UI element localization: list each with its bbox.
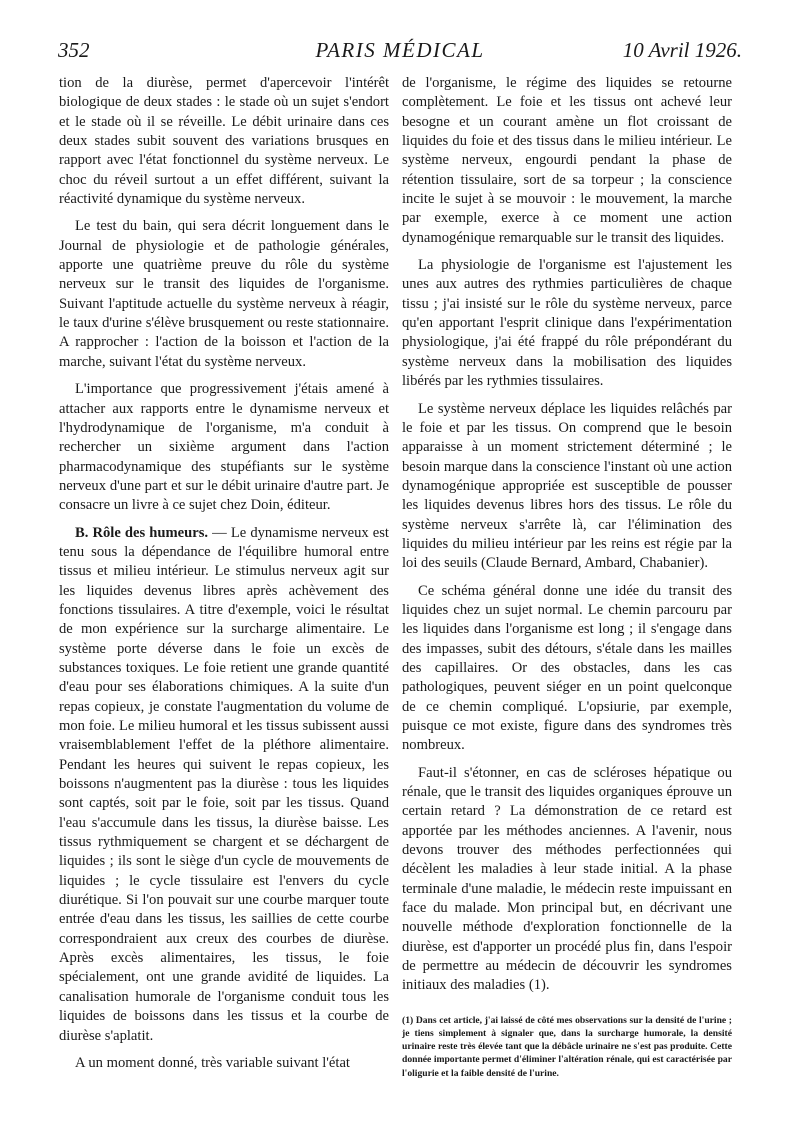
running-header (58, 38, 742, 68)
section-body: — Le dynamisme nerveux est tenu sous la dépendance de l'équilibre humoral entre tissus et milieu intérieur. Le stimulus nerveux agit sur les liquides devenus libres après achèvement des fonctions tissulaires. A titre d'exemple, voici le résultat de mon expérience sur la surcharge alimentaire. Le système porte déverse dans le foie un excès de substances toxiques. Le foie retient une grande quantité d'eau pour ses élaborations chimiques. A la suite d'un repas copieux, je constate l'augmentation du volume de mon foie. Le milieu humoral et les tissus subissent aussi vraisemblablement l'effet de la pléthore alimentaire. Pendant les heures qui suivent le repas copieux, les boissons n'augmentent pas la diurèse : tous les liquides sont captés, soit par le foie, soit par les tissus. Quand l'eau s'accumule dans les tissus, la diurèse baisse. Les tissus rythmiquement se chargent et se déchargent de liquides ; ils sont le siège d'un cycle de mouvements de liquides ; le cycle tissulaire est l'envers du cycle diurétique. Si l'on pouvait sur une courbe marquer toute entrée d'eau dans les tissus, les saillies de cette courbe correspondraient aux creux des courbes de diurèse. Après excès alimentaires, les tissus, le foie spécialement, ont une grande avidité de liquides. La canalisation humorale de l'organisme conduit tous les liquides de boissons dans les tissus et la courbe de diurèse s'aplatit. (59, 524, 389, 1044)
section-heading: B. Rôle des humeurs. (75, 524, 209, 541)
journal-title: PARIS MÉDICAL (315, 38, 485, 62)
paragraph: Faut-il s'étonner, en cas de scléroses hépatique ou rénale, que le transit des liquides organiques éprouve un certain retard ? La démonstration de ce retard est apportée par les méthodes anciennes. A l'avenir, nous devons trouver des méthodes perfectionnées qui décèlent les maladies à leur stade initial. A la phase terminale d'une maladie, le médecin reste impuissant en face du malade. Mon principal but, en décrivant une nouvelle méthode d'exploration fonctionnelle de la diurèse, est d'apporter un procédé plus fin, dans l'espoir de permettre au médecin de découvrir les syndromes initiaux des maladies (1). (402, 764, 732, 994)
paragraph: de l'organisme, le régime des liquides se retourne complètement. Le foie et les tissus ont achevé leur besogne et un courant amène un flot croissant de liquides du foie et des tissus dans le milieu intérieur. Le système nerveux, engourdi pendant la phase de rétention tissulaire, sort de sa torpeur ; la conscience incite le sujet à se mouvoir : le mouvement, la marche par exemple, exerce à ce moment une action dynamogénique remarquable sur le transit des liquides. (402, 75, 732, 246)
left-column (59, 74, 389, 1073)
footnote (402, 1014, 732, 1080)
page-number: 352 (58, 38, 90, 62)
paragraph: Le test du bain, qui sera décrit longuement dans le Journal de physiologie et de pathologie générales, apporte une quatrième preuve du rôle du système nerveux sur le transit des liquides de l'organisme. Suivant l'aptitude actuelle du système nerveux à réagir, le taux d'urine s'élève brusquement ou reste stationnaire. A rapprocher : l'action de la boisson et l'action de la marche, suivant l'état du système nerveux. (59, 218, 389, 370)
paragraph: Le système nerveux déplace les liquides relâchés par le foie et par les tissus. On comprend que le besoin apparaisse à un moment strictement déterminé ; le besoin marque dans la conscience l'instant où une action dynamogénique appropriée est susceptible de pousser les liquides devenus libres hors des tissus. Le rôle du système nerveux s'arrête là, car l'élimination des liquides du milieu intérieur par les reins est régie par la loi des seuils (Claude Bernard, Ambard, Chabanier). (402, 400, 732, 572)
paragraph: La physiologie de l'organisme est l'ajustement les unes aux autres des rythmies particulières de chaque tissu ; j'ai insisté sur le rôle du système nerveux, parce qu'en apportant l'esprit clinique dans l'expérimentation physiologique, j'ai été frappé du rôle prépondérant du système nerveux dans la mobilisation des liquides libérés par les rythmies tissulaires. (402, 257, 732, 390)
footnote-text: (1) Dans cet article, j'ai laissé de côté mes observations sur la densité de l'urine ; je tiens simplement à signaler que, dans la surcharge humorale, la densité urinaire reste très élevée tant que la débâcle urinaire ne s'est pas produite. Cette donnée importante permet d'éliminer l'altération rénale, qui est caractérisée par l'oligurie et la faible densité de l'urine. (402, 1014, 732, 1079)
section-paragraph (59, 524, 389, 1046)
paragraph: Ce schéma général donne une idée du transit des liquides chez un sujet normal. Le chemin parcouru par les liquides dans l'organisme est long ; il s'engage dans des impasses, subit des détours, s'étale dans les mailles des capillaires. Or des obstacles, dans les cas pathologiques, peuvent siéger en un point quelconque de ce chemin compliqué. L'opsiurie, par exemple, puisque ce mot existe, figure dans des syndromes très nombreux. (402, 582, 732, 754)
issue-date: 10 Avril 1926. (622, 38, 742, 62)
paragraph: L'importance que progressivement j'étais amené à attacher aux rapports entre le dynamisme nerveux et l'hydrodynamique de l'organisme, m'a conduit à rechercher un sixième argument dans l'action pharmacodynamique des stupéfiants sur le système nerveux d'une part et sur le débit urinaire d'autre part. Je consacre un livre à ce sujet chez Doin, éditeur. (59, 381, 389, 514)
paragraph: tion de la diurèse, permet d'apercevoir l'intérêt biologique de deux stades : le stade où un sujet s'endort et le stade où il se réveille. Le débit urinaire dans ces deux stades subit souvent des variations brusques en rapport avec l'état fonctionnel du système nerveux. Le choc du réveil surtout a un effet différent, suivant la réactivité dynamique du système nerveux. (59, 75, 389, 208)
paragraph: A un moment donné, très variable suivant l'état (75, 1054, 350, 1071)
right-column (402, 74, 732, 1080)
